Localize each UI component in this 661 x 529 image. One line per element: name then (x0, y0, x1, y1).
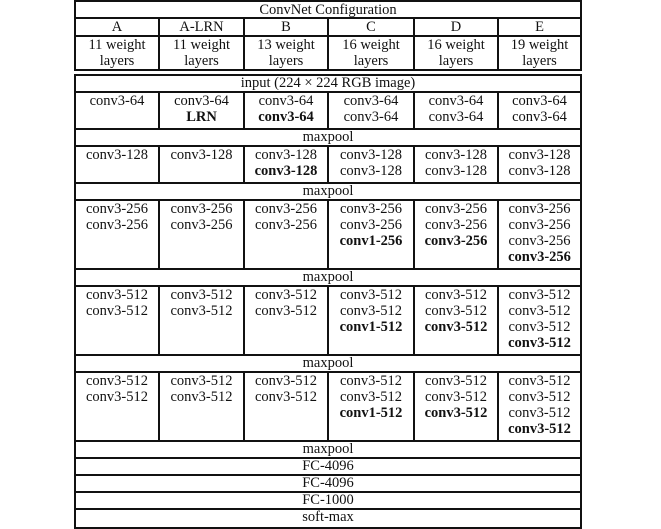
layer-cell (245, 93, 329, 128)
layer-text: conv3-256 (339, 217, 402, 233)
input-row: input (224 × 224 RGB image) (76, 76, 580, 93)
layer-text: conv3-512 (85, 303, 148, 319)
layer-cell (415, 93, 499, 128)
depth-text: 13 weight (257, 37, 315, 53)
maxpool-row: maxpool (76, 442, 580, 459)
depth-cell (499, 37, 580, 69)
layer-text: conv3-512 (508, 303, 571, 319)
added-layer-text: conv1-512 (339, 319, 403, 335)
layer-cell (76, 201, 160, 268)
layer-text: conv3-512 (170, 373, 233, 389)
column-names-row (76, 19, 580, 37)
column-name: D (415, 19, 499, 35)
depth-text: layers (438, 53, 474, 69)
column-name: C (329, 19, 415, 35)
layer-text: conv3-64 (428, 109, 484, 125)
depth-cell (76, 37, 160, 69)
added-layer-text: conv3-512 (424, 319, 488, 335)
layer-cell (160, 93, 245, 128)
layer-text: conv3-512 (508, 405, 571, 421)
layer-text: conv3-512 (424, 287, 487, 303)
layer-text: conv3-256 (508, 217, 571, 233)
depth-text: layers (268, 53, 304, 69)
layer-text: conv3-512 (508, 319, 571, 335)
layer-text: conv3-512 (254, 389, 317, 405)
layer-text: conv3-512 (85, 287, 148, 303)
added-layer-text: conv3-512 (508, 421, 571, 437)
depth-cell (245, 37, 329, 69)
layer-text: conv3-256 (170, 201, 233, 217)
maxpool-row: maxpool (76, 184, 580, 201)
layer-text: conv3-512 (339, 373, 402, 389)
depth-row (76, 37, 580, 69)
depth-text: 16 weight (427, 37, 485, 53)
layer-text: conv3-512 (254, 303, 317, 319)
layer-cell (415, 201, 499, 268)
layer-cell (245, 287, 329, 354)
layer-text: conv3-512 (508, 287, 571, 303)
added-layer-text: conv1-256 (339, 233, 403, 249)
conv-stage-row (76, 201, 580, 270)
layer-cell (329, 93, 415, 128)
layer-text: conv3-64 (512, 109, 567, 125)
layer-cell (245, 147, 329, 182)
layer-cell (329, 147, 415, 182)
layer-text: conv3-64 (89, 93, 145, 109)
added-layer-text: conv3-512 (424, 405, 488, 421)
layer-cell (76, 287, 160, 354)
conv-stage-row (76, 287, 580, 356)
layer-text: conv3-512 (170, 287, 233, 303)
layer-cell (329, 201, 415, 268)
layer-cell (415, 373, 499, 440)
layer-text: conv3-64 (174, 93, 229, 109)
layer-cell (160, 201, 245, 268)
layer-text: conv3-128 (254, 147, 317, 163)
softmax-row: soft-max (302, 509, 354, 525)
conv-stage-row (76, 147, 580, 184)
layer-cell (415, 147, 499, 182)
added-layer-text: conv3-64 (258, 109, 314, 125)
layer-text: conv3-64 (343, 109, 399, 125)
layer-cell (499, 93, 580, 128)
layer-text: conv3-256 (424, 217, 487, 233)
column-name: A (76, 19, 160, 35)
layer-text: conv3-512 (508, 389, 571, 405)
layer-text: conv3-512 (424, 303, 487, 319)
layer-text: conv3-512 (254, 373, 317, 389)
layer-cell (499, 147, 580, 182)
depth-cell (160, 37, 245, 69)
layer-text: conv3-128 (170, 147, 233, 163)
layer-text: conv3-128 (339, 163, 402, 179)
layer-text: conv3-128 (339, 147, 402, 163)
fc-layer-row: FC-1000 (76, 493, 580, 510)
depth-text: layers (522, 53, 557, 69)
layer-cell (499, 373, 580, 440)
layer-text: conv3-256 (339, 201, 402, 217)
added-layer-text: conv3-128 (254, 163, 318, 179)
layer-cell (76, 147, 160, 182)
conv-stage-row (76, 373, 580, 442)
layer-text: conv3-256 (170, 217, 233, 233)
layer-text: conv3-128 (85, 147, 148, 163)
convnet-configuration-table (74, 0, 582, 529)
depth-text: 19 weight (510, 37, 569, 53)
layer-text: conv3-512 (339, 303, 402, 319)
depth-text: 11 weight (172, 37, 231, 53)
layer-text: conv3-128 (508, 147, 571, 163)
layer-text: conv3-256 (254, 201, 317, 217)
layer-cell (76, 373, 160, 440)
added-layer-text: conv3-512 (508, 335, 571, 351)
layer-text: conv3-64 (258, 93, 314, 109)
layer-text: conv3-512 (170, 389, 233, 405)
layer-cell (160, 287, 245, 354)
depth-text: layers (99, 53, 135, 69)
layer-text: conv3-512 (85, 373, 148, 389)
layer-cell (245, 373, 329, 440)
layer-cell (499, 201, 580, 268)
depth-text: layers (184, 53, 219, 69)
depth-cell (415, 37, 499, 69)
table-header (74, 0, 582, 71)
depth-cell (329, 37, 415, 69)
maxpool-row: maxpool (76, 130, 580, 147)
layer-cell (329, 373, 415, 440)
layer-text: conv3-512 (424, 373, 487, 389)
layer-text: conv3-512 (339, 287, 402, 303)
layer-text: conv3-256 (508, 201, 571, 217)
layer-text: conv3-64 (343, 93, 399, 109)
column-name: E (535, 19, 544, 35)
layer-cell (76, 93, 160, 128)
layer-cell (329, 287, 415, 354)
layer-text: conv3-128 (424, 147, 487, 163)
layer-text: conv3-128 (424, 163, 487, 179)
depth-text: 11 weight (88, 37, 146, 53)
added-layer-text: conv3-256 (508, 249, 571, 265)
column-name: A-LRN (160, 19, 245, 35)
layer-text: conv3-512 (85, 389, 148, 405)
added-layer-text: conv1-512 (339, 405, 403, 421)
added-layer-text: conv3-256 (424, 233, 488, 249)
column-name: B (245, 19, 329, 35)
layer-cell (160, 373, 245, 440)
layer-text: conv3-64 (428, 93, 484, 109)
layer-text: conv3-256 (508, 233, 571, 249)
depth-text: 16 weight (342, 37, 400, 53)
layer-text: conv3-64 (512, 93, 567, 109)
layer-text: conv3-256 (85, 217, 148, 233)
layer-text: conv3-256 (85, 201, 148, 217)
fc-layer-row: FC-4096 (76, 476, 580, 493)
layer-text: conv3-256 (254, 217, 317, 233)
layer-text: conv3-512 (508, 373, 571, 389)
conv-stage-row (76, 93, 580, 130)
layer-cell (245, 201, 329, 268)
layer-text: conv3-512 (170, 303, 233, 319)
fc-layer-row: FC-4096 (76, 459, 580, 476)
maxpool-row: maxpool (76, 356, 580, 373)
depth-text: layers (353, 53, 389, 69)
layer-text: conv3-512 (254, 287, 317, 303)
layer-cell (499, 287, 580, 354)
layer-text: conv3-128 (508, 163, 571, 179)
layer-cell (415, 287, 499, 354)
layer-text: conv3-256 (424, 201, 487, 217)
table-title: ConvNet Configuration (76, 2, 580, 19)
layer-text: conv3-512 (424, 389, 487, 405)
added-layer-text: LRN (186, 109, 217, 125)
layer-cell (160, 147, 245, 182)
maxpool-row: maxpool (76, 270, 580, 287)
table-body (74, 74, 582, 529)
layer-text: conv3-512 (339, 389, 402, 405)
